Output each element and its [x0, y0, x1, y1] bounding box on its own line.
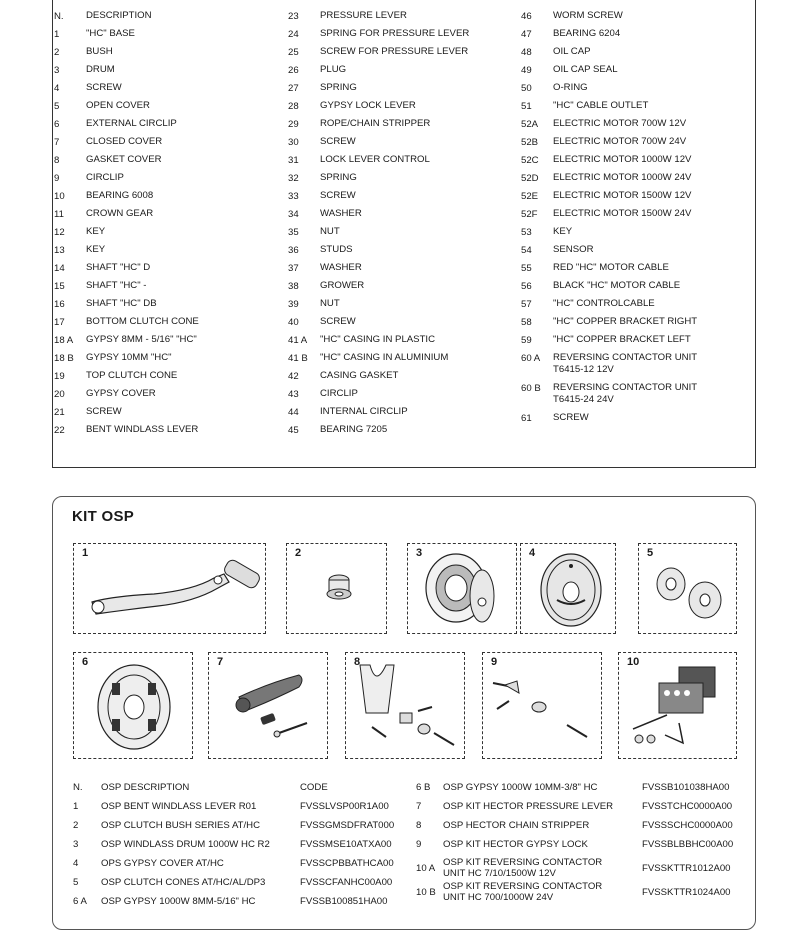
- part-number: 35: [288, 227, 299, 238]
- part-description: SHAFT "HC" -: [86, 280, 147, 291]
- osp-description: OSP HECTOR CHAIN STRIPPER: [443, 820, 590, 831]
- part-number: 14: [54, 263, 65, 274]
- part-number: 52D: [521, 173, 539, 184]
- kit-cell-label: 8: [354, 656, 361, 668]
- part-number: 36: [288, 245, 299, 256]
- osp-number: 5: [73, 877, 79, 888]
- part-description: RED "HC" MOTOR CABLE: [553, 262, 669, 273]
- osp-code: FVSSB100851HA00: [300, 896, 388, 907]
- contactor-unit-icon: [619, 653, 738, 760]
- part-description: DESCRIPTION: [86, 10, 152, 21]
- part-description: ELECTRIC MOTOR 700W 12V: [553, 118, 687, 129]
- part-number: 31: [288, 155, 299, 166]
- part-description: GYPSY LOCK LEVER: [320, 100, 416, 111]
- part-number: 33: [288, 191, 299, 202]
- osp-code: FVSSB101038HA00: [642, 782, 730, 793]
- part-description: "HC" COPPER BRACKET RIGHT: [553, 316, 698, 327]
- part-description: SCREW: [86, 82, 122, 93]
- part-number: 27: [288, 83, 299, 94]
- osp-number: 6 A: [73, 896, 87, 907]
- part-number: 47: [521, 29, 532, 40]
- part-description: SCREW: [553, 412, 589, 423]
- chain-stripper-icon: [346, 653, 466, 760]
- part-number: 19: [54, 371, 65, 382]
- osp-number: 4: [73, 858, 79, 869]
- part-number: 10: [54, 191, 65, 202]
- part-number: 59: [521, 335, 532, 346]
- part-number: 55: [521, 263, 532, 274]
- part-description: CASING GASKET: [320, 370, 399, 381]
- part-number: 44: [288, 407, 299, 418]
- osp-number: 10 A: [416, 863, 436, 874]
- kit-cell-label: 10: [627, 656, 640, 668]
- part-description: BEARING 6008: [86, 190, 154, 201]
- osp-description: OSP KIT REVERSING CONTACTOR UNIT HC 700/1000W 24V: [443, 881, 603, 903]
- kit-cell-label: 5: [647, 547, 654, 559]
- part-description: GYPSY 8MM - 5/16" "HC": [86, 334, 197, 345]
- part-number: 15: [54, 281, 65, 292]
- part-number: 18 A: [54, 335, 74, 346]
- part-number: 12: [54, 227, 65, 238]
- osp-description: OSP KIT HECTOR GYPSY LOCK: [443, 839, 588, 850]
- kit-cell-label: 1: [82, 547, 89, 559]
- part-number: 52C: [521, 155, 539, 166]
- part-description: ELECTRIC MOTOR 1500W 24V: [553, 208, 692, 219]
- part-number: 18 B: [54, 353, 74, 364]
- part-number: 11: [54, 209, 64, 220]
- kit-cell-label: 4: [529, 547, 536, 559]
- osp-code: FVSSGMSDFRAT000: [300, 820, 395, 831]
- part-number: 22: [54, 425, 65, 436]
- part-number: 61: [521, 413, 532, 424]
- gypsy-cover-icon: [521, 544, 617, 635]
- kit-cell-label: 9: [491, 656, 498, 668]
- part-number: 29: [288, 119, 299, 130]
- part-number: 45: [288, 425, 299, 436]
- osp-code: FVSSCFANHC00A00: [300, 877, 393, 888]
- part-number: 23: [288, 11, 299, 22]
- part-number: 4: [54, 83, 60, 94]
- part-description: REVERSING CONTACTOR UNIT T6415-12 12V: [553, 352, 697, 375]
- part-number: 43: [288, 389, 299, 400]
- part-description: PRESSURE LEVER: [320, 10, 407, 21]
- part-number: 40: [288, 317, 299, 328]
- kit-cell-10: [618, 652, 737, 759]
- part-number: 30: [288, 137, 299, 148]
- part-description: GYPSY COVER: [86, 388, 156, 399]
- part-description: GYPSY 10MM "HC": [86, 352, 172, 363]
- kit-cell-9: [482, 652, 602, 759]
- part-number: 34: [288, 209, 299, 220]
- part-description: OIL CAP SEAL: [553, 64, 618, 75]
- part-number: 60 A: [521, 353, 541, 364]
- kit-cell-6: [73, 652, 193, 759]
- part-number: 3: [54, 65, 60, 76]
- part-description: TOP CLUTCH CONE: [86, 370, 178, 381]
- part-description: CIRCLIP: [86, 172, 124, 183]
- part-description: ELECTRIC MOTOR 700W 24V: [553, 136, 687, 147]
- part-description: SCREW: [86, 406, 122, 417]
- part-number: 53: [521, 227, 532, 238]
- part-number: 39: [288, 299, 299, 310]
- part-description: SHAFT "HC" D: [86, 262, 151, 273]
- osp-code: CODE: [300, 782, 328, 793]
- gypsy-lock-icon: [483, 653, 603, 760]
- osp-description: OSP GYPSY 1000W 10MM-3/8" HC: [443, 782, 598, 793]
- part-description: WORM SCREW: [553, 10, 623, 21]
- part-number: 28: [288, 101, 299, 112]
- part-number: 60 B: [521, 383, 541, 394]
- osp-code: FVSSKTTR1012A00: [642, 863, 731, 874]
- part-description: BUSH: [86, 46, 113, 57]
- part-description: KEY: [86, 244, 106, 255]
- part-description: BLACK "HC" MOTOR CABLE: [553, 280, 681, 291]
- part-description: DRUM: [86, 64, 115, 75]
- part-description: SCREW: [320, 190, 356, 201]
- osp-description: OSP CLUTCH CONES AT/HC/AL/DP3: [101, 877, 266, 888]
- part-description: STUDS: [320, 244, 353, 255]
- kit-cell-7: [208, 652, 328, 759]
- part-number: 54: [521, 245, 532, 256]
- part-number: 48: [521, 47, 532, 58]
- bush-icon: [287, 544, 388, 635]
- part-description: CLOSED COVER: [86, 136, 163, 147]
- part-description: CIRCLIP: [320, 388, 358, 399]
- osp-number: 3: [73, 839, 79, 850]
- part-description: "HC" CASING IN PLASTIC: [320, 334, 436, 345]
- part-description: O-RING: [553, 82, 588, 93]
- kit-cell-8: [345, 652, 465, 759]
- part-description: SCREW: [320, 136, 356, 147]
- part-description: "HC" BASE: [86, 28, 135, 39]
- drum-icon: [408, 544, 518, 635]
- part-number: 42: [288, 371, 299, 382]
- part-description: SPRING: [320, 82, 357, 93]
- part-number: 17: [54, 317, 65, 328]
- part-description: SPRING FOR PRESSURE LEVER: [320, 28, 470, 39]
- part-number: 8: [54, 155, 60, 166]
- osp-description: OPS GYPSY COVER AT/HC: [101, 858, 224, 869]
- part-description: BOTTOM CLUTCH CONE: [86, 316, 199, 327]
- kit-cell-1: [73, 543, 266, 634]
- part-number: 26: [288, 65, 299, 76]
- osp-description: OSP DESCRIPTION: [101, 782, 190, 793]
- part-description: ELECTRIC MOTOR 1500W 12V: [553, 190, 692, 201]
- part-description: CROWN GEAR: [86, 208, 154, 219]
- part-number: 6: [54, 119, 60, 130]
- kit-cell-2: [286, 543, 387, 634]
- osp-description: OSP KIT REVERSING CONTACTOR UNIT HC 7/10/1500W 12V: [443, 857, 603, 879]
- part-description: WASHER: [320, 262, 362, 273]
- osp-number: 8: [416, 820, 422, 831]
- part-number: 32: [288, 173, 299, 184]
- part-number: 13: [54, 245, 65, 256]
- part-description: OIL CAP: [553, 46, 591, 57]
- kit-cell-label: 3: [416, 547, 423, 559]
- part-number: 16: [54, 299, 65, 310]
- part-description: "HC" COPPER BRACKET LEFT: [553, 334, 691, 345]
- pressure-lever-icon: [209, 653, 329, 760]
- part-description: SCREW FOR PRESSURE LEVER: [320, 46, 469, 57]
- part-number: 21: [54, 407, 65, 418]
- part-number: 58: [521, 317, 532, 328]
- part-number: 1: [54, 29, 60, 40]
- part-description: ELECTRIC MOTOR 1000W 12V: [553, 154, 692, 165]
- osp-code: FVSSLVSP00R1A00: [300, 801, 389, 812]
- osp-number: 6 B: [416, 782, 431, 793]
- part-number: 52F: [521, 209, 538, 220]
- part-number: 37: [288, 263, 299, 274]
- part-number: 46: [521, 11, 532, 22]
- part-number: 25: [288, 47, 299, 58]
- part-description: REVERSING CONTACTOR UNIT T6415-24 24V: [553, 382, 697, 405]
- part-description: "HC" CABLE OUTLET: [553, 100, 649, 111]
- kit-cell-3: [407, 543, 517, 634]
- part-number: 2: [54, 47, 60, 58]
- part-description: BEARING 6204: [553, 28, 621, 39]
- part-description: LOCK LEVER CONTROL: [320, 154, 430, 165]
- part-number: 51: [521, 101, 532, 112]
- part-description: ROPE/CHAIN STRIPPER: [320, 118, 431, 129]
- kit-cell-label: 7: [217, 656, 224, 668]
- kit-cell-4: [520, 543, 616, 634]
- part-number: 41 B: [288, 353, 308, 364]
- part-description: "HC" CONTROLCABLE: [553, 298, 655, 309]
- windlass-lever-icon: [74, 544, 267, 635]
- part-number: 49: [521, 65, 532, 76]
- part-description: "HC" CASING IN ALUMINIUM: [320, 352, 449, 363]
- part-number: 7: [54, 137, 60, 148]
- part-description: GASKET COVER: [86, 154, 162, 165]
- part-description: SHAFT "HC" DB: [86, 298, 157, 309]
- part-number: 24: [288, 29, 299, 40]
- osp-number: 1: [73, 801, 79, 812]
- part-number: 50: [521, 83, 532, 94]
- part-description: ELECTRIC MOTOR 1000W 24V: [553, 172, 692, 183]
- osp-number: 9: [416, 839, 422, 850]
- kit-title: KIT OSP: [72, 508, 135, 525]
- part-description: PLUG: [320, 64, 347, 75]
- part-description: BENT WINDLASS LEVER: [86, 424, 199, 435]
- osp-code: FVSSTCHC0000A00: [642, 801, 733, 812]
- part-description: NUT: [320, 298, 340, 309]
- part-description: KEY: [86, 226, 106, 237]
- osp-code: FVSSKTTR1024A00: [642, 887, 731, 898]
- part-number: 52E: [521, 191, 539, 202]
- clutch-cones-icon: [639, 544, 738, 635]
- osp-code: FVSSCPBBATHCA00: [300, 858, 394, 869]
- part-description: GROWER: [320, 280, 365, 291]
- part-description: OPEN COVER: [86, 100, 150, 111]
- osp-description: OSP BENT WINDLASS LEVER R01: [101, 801, 257, 812]
- part-number: N.: [54, 11, 64, 22]
- part-number: 41 A: [288, 335, 308, 346]
- kit-cell-5: [638, 543, 737, 634]
- part-number: 5: [54, 101, 60, 112]
- part-number: 56: [521, 281, 532, 292]
- osp-number: 10 B: [416, 887, 436, 898]
- osp-description: OSP CLUTCH BUSH SERIES AT/HC: [101, 820, 261, 831]
- osp-number: 7: [416, 801, 422, 812]
- part-description: EXTERNAL CIRCLIP: [86, 118, 177, 129]
- part-description: SENSOR: [553, 244, 594, 255]
- part-number: 9: [54, 173, 60, 184]
- part-description: NUT: [320, 226, 340, 237]
- kit-cell-label: 6: [82, 656, 89, 668]
- part-description: WASHER: [320, 208, 362, 219]
- osp-number: 2: [73, 820, 79, 831]
- osp-description: OSP KIT HECTOR PRESSURE LEVER: [443, 801, 614, 812]
- part-number: 52A: [521, 119, 539, 130]
- part-description: SPRING: [320, 172, 357, 183]
- osp-number: N.: [73, 782, 83, 793]
- part-description: INTERNAL CIRCLIP: [320, 406, 408, 417]
- osp-code: FVSSSCHC0000A00: [642, 820, 733, 831]
- part-number: 20: [54, 389, 65, 400]
- osp-code: FVSSBLBBHC00A00: [642, 839, 734, 850]
- osp-description: OSP GYPSY 1000W 8MM-5/16" HC: [101, 896, 256, 907]
- part-description: KEY: [553, 226, 573, 237]
- part-number: 52B: [521, 137, 539, 148]
- part-description: SCREW: [320, 316, 356, 327]
- part-number: 38: [288, 281, 299, 292]
- part-number: 57: [521, 299, 532, 310]
- part-description: BEARING 7205: [320, 424, 388, 435]
- gypsy-icon: [74, 653, 194, 760]
- osp-code: FVSSMSE10ATXA00: [300, 839, 392, 850]
- kit-cell-label: 2: [295, 547, 302, 559]
- osp-description: OSP WINDLASS DRUM 1000W HC R2: [101, 839, 270, 850]
